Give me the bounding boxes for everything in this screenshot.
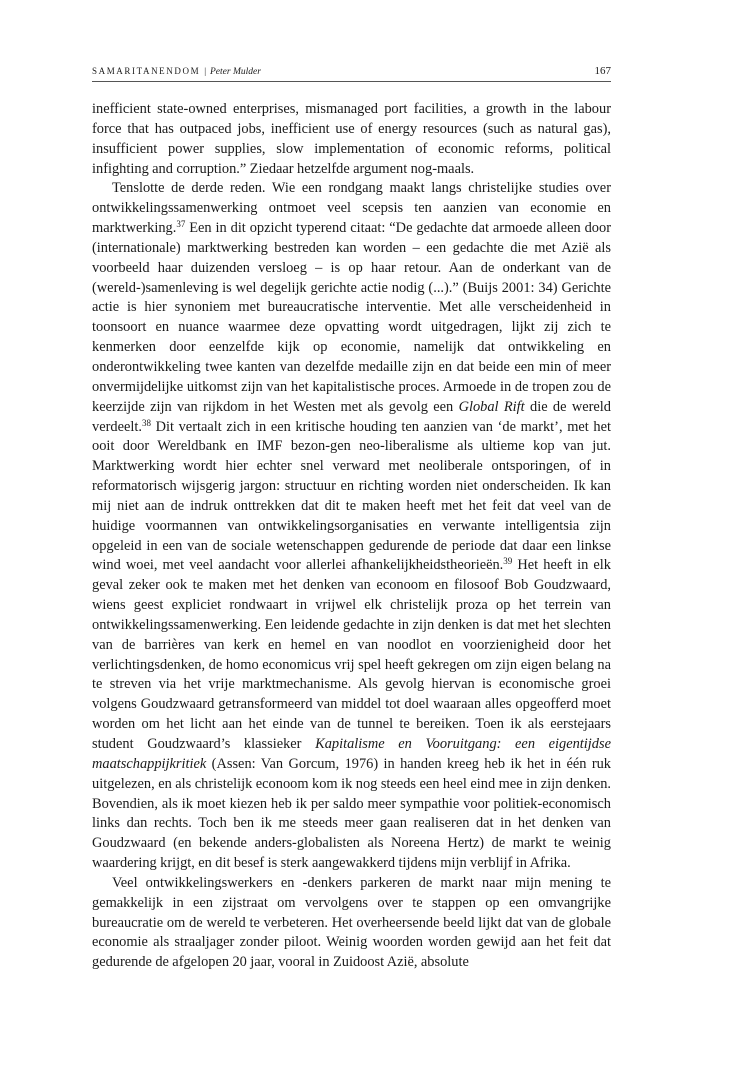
page-number: 167 xyxy=(594,65,611,77)
journal-title: SAMARITANENDOM xyxy=(92,66,201,76)
author-name: Peter Mulder xyxy=(210,67,261,77)
italic-title: Global Rift xyxy=(458,398,525,415)
paragraph xyxy=(92,100,611,179)
paragraph xyxy=(92,874,611,973)
text-segment: Tenslotte de derde reden. Wie een rondgang maakt langs christelijke studies over ontwikkelingssamenwerking ontmoet veel scepsis ten aanzien van economie en marktwerking. xyxy=(92,180,611,237)
text-segment: (Assen: Van Gorcum, 1976) in handen kreeg heb ik het in één ruk uitgelezen, en als christelijk econoom kom ik nog steeds een heel eind mee in zijn denken. Bovendien, als ik moet kiezen heb ik per saldo meer sympathie voor politiek-economisch links dan rechts. Toch ben ik me steeds meer gaan realiseren dat in het denken van Goudzwaard (en bekende anders-globalisten als Noreena Hertz) de markt te weinig waardering krijgt, en dit besef is sterk aangewakkerd tijdens mijn verblijf in Afrika. xyxy=(92,755,611,872)
text-segment: inefficient state-owned enterprises, mismanaged port facilities, a growth in the labour force that has outpaced jobs, inefficient use of energy resources (such as natural gas), insufficient power supplies, slow implementation of economic reforms, political infighting and corruption.” Ziedaar hetzelfde argument nog-maals. xyxy=(92,101,611,177)
header-rule xyxy=(92,81,611,82)
footnote-marker: 38 xyxy=(141,417,151,428)
text-segment: Het heeft in elk geval zeker ook te maken met het denken van econoom en filosoof Bob Goudzwaard, wiens geest expliciet rondwaart in vrijwel elk christelijk proza op het terrein van ontwikkelingssamenwerking. Een leidende gedachte in zijn denken is dat met het slechten van de barrières van kerk en hemel en van noodlot en voorzienigheid door het verlichtingsdenken, de homo economicus vrij spel heeft gekregen om zijn eigen belang na te streven via het vrije marktmechanisme. Als gevolg hiervan is economische groei volgens Goudzwaard getransformeerd van middel tot doel waaraan alles opgeofferd moet worden om het licht aan het einde van de tunnel te bereiken. Toen ik als eerstejaars student Goudzwaard’s klassieker xyxy=(92,557,612,752)
text-segment: die de wereld verdeelt. xyxy=(92,398,611,435)
running-head-left xyxy=(92,66,261,77)
text-segment: Veel ontwikkelingswerkers en -denkers parkeren de markt naar mijn mening te gemakkelijk in een zijstraat om vervolgens over te stappen op een omvangrijke bureaucratie om de wereld te verbeteren. Het overheersende beeld lijkt dat van de globale economie als straaljager zonder piloot. Weinig woorden worden gewijd aan het feit dat gedurende de afgelopen 20 jaar, vooral in Zuidoost Azië, absolute xyxy=(92,874,611,971)
footnote-marker: 39 xyxy=(503,556,513,567)
text-segment: Een in dit opzicht typerend citaat: “De gedachte dat armoede alleen door (internationale) marktwerking bestreden kan worden – een gedachte die met Azië als voorbeeld haar duizenden versloeg – is op haar retour. Aan de onderkant van de (wereld-)samenleving is wel degelijk gerichte actie nodig (...).” (Buijs 2001: 34) Gerichte actie is hier synoniem met bureaucratische interventie. Met alle verscheidenheid in toonsoort en nuance waarmee deze opvatting wordt uitgedragen, lijkt zij zich te kenmerken door eenzelfde kijk op economie, namelijk dat ontwikkeling en onderontwikkeling twee kanten van dezelfde medaille zijn en dat beide een min of meer onvermijdelijke uitkomst zijn van het kapitalistische proces. Armoede in de tropen zou de keerzijde zijn van rijkdom in het Westen met als gevolg een xyxy=(92,220,611,415)
text-segment: Dit vertaalt zich in een kritische houding ten aanzien van ‘de markt’, met het ooit door Wereldbank en IMF bezon-gen neo-liberalisme als ultieme kop van jut. Marktwerking wordt hier echter snel verward met neoliberale ontsporingen, of in reformatorisch wijsgerig jargon: structuur en richting worden niet onderscheiden. Ik kan mij niet aan de indruk onttrekken dat dit te maken heeft met het feit dat veel van de huidige voormannen van ontwikkelingsorganisaties en verwante intelligentsia zijn opgeleid in een van de sociale wetenschappen gedurende de periode dat daar een linkse wind woei, met veel aandacht voor allerlei afhankelijkheidstheorieën. xyxy=(92,418,611,574)
running-head xyxy=(92,62,611,82)
body-text xyxy=(92,100,611,973)
footnote-marker: 37 xyxy=(176,219,186,230)
paragraph xyxy=(92,179,611,874)
header-separator: | xyxy=(204,66,206,76)
italic-title: Kapitalisme en Vooruitgang: een eigentijdse maatschappijkritiek xyxy=(92,736,611,772)
